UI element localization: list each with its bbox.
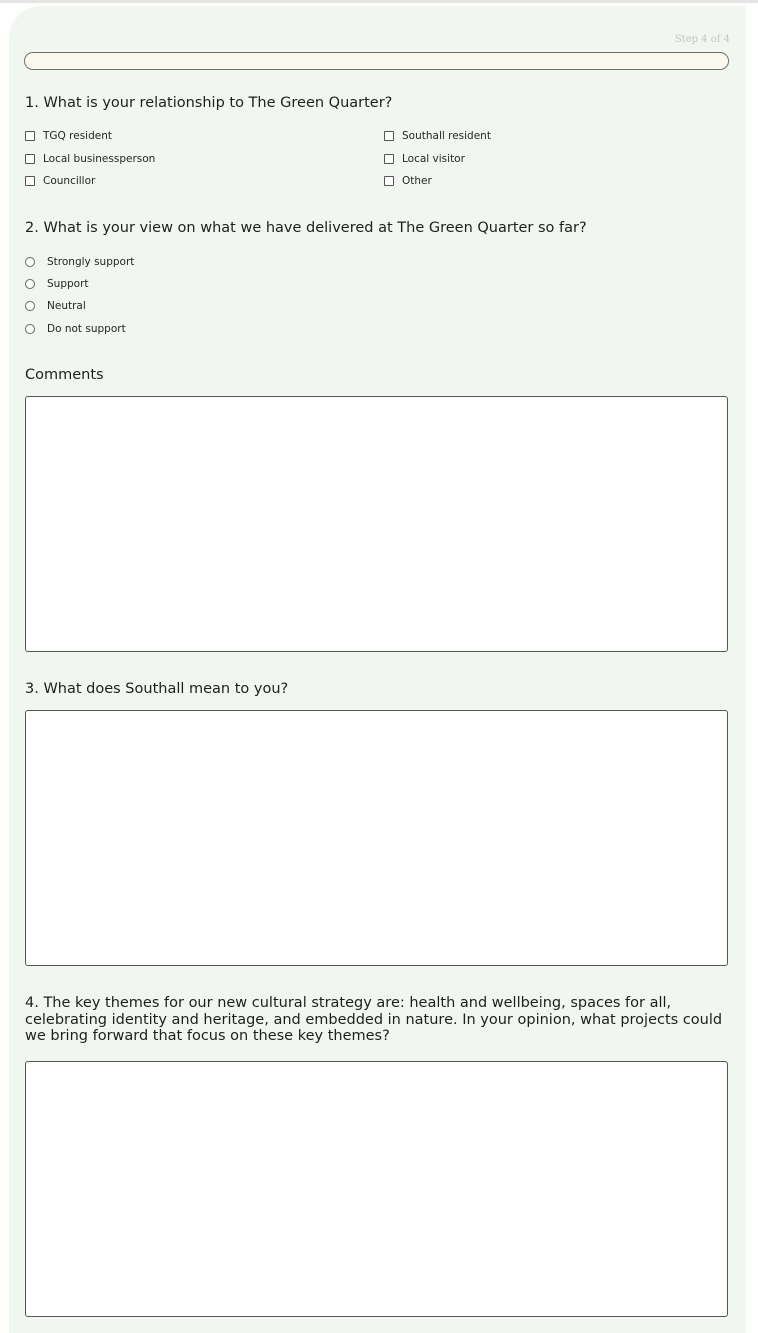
question-1-label: 1. What is your relationship to The Green Quarter?: [25, 95, 393, 111]
option-label: Southall resident: [402, 130, 491, 142]
radio-option-support[interactable]: [25, 278, 89, 290]
checkbox-icon[interactable]: [384, 176, 394, 186]
checkbox-option-councillor[interactable]: [25, 175, 95, 187]
question-3-label: 3. What does Southall mean to you?: [25, 681, 289, 697]
option-label: TGQ resident: [43, 130, 112, 142]
question-4-label: 4. The key themes for our new cultural strategy are: health and wellbeing, spaces for all, celebrating identity and heritage, and embedded in nature. In your opinion, what projects could we bring forward that focus on these key themes?: [25, 995, 723, 1044]
checkbox-option-local-businessperson[interactable]: [25, 153, 155, 165]
checkbox-option-tgq-resident[interactable]: [25, 130, 112, 142]
option-label: Support: [47, 278, 89, 290]
option-label: Do not support: [47, 323, 126, 335]
checkbox-icon[interactable]: [25, 176, 35, 186]
option-label: Other: [402, 175, 432, 187]
radio-icon[interactable]: [25, 324, 35, 334]
option-label: Neutral: [47, 300, 86, 312]
checkbox-option-southall-resident[interactable]: [384, 130, 491, 142]
question-4-textarea[interactable]: [25, 1061, 728, 1317]
progress-bar: [24, 52, 729, 70]
checkbox-option-other[interactable]: [384, 175, 432, 187]
checkbox-icon[interactable]: [25, 154, 35, 164]
checkbox-option-local-visitor[interactable]: [384, 153, 465, 165]
radio-option-do-not-support[interactable]: [25, 323, 126, 335]
step-indicator: Step 4 of 4: [674, 34, 730, 45]
checkbox-icon[interactable]: [384, 131, 394, 141]
top-divider: [0, 0, 758, 3]
option-label: Local visitor: [402, 153, 465, 165]
question-2-label: 2. What is your view on what we have delivered at The Green Quarter so far?: [25, 220, 587, 236]
option-label: Local businessperson: [43, 153, 156, 165]
survey-form: [9, 6, 746, 1333]
comments-textarea[interactable]: [25, 396, 728, 652]
radio-option-neutral[interactable]: [25, 300, 86, 312]
option-label: Councillor: [43, 175, 96, 187]
radio-icon[interactable]: [25, 279, 35, 289]
comments-label: Comments: [25, 367, 104, 383]
progress-fill: [25, 53, 728, 69]
radio-icon[interactable]: [25, 257, 35, 267]
option-label: Strongly support: [47, 256, 135, 268]
radio-option-strongly-support[interactable]: [25, 256, 134, 268]
radio-icon[interactable]: [25, 301, 35, 311]
checkbox-icon[interactable]: [384, 154, 394, 164]
question-3-textarea[interactable]: [25, 710, 728, 966]
checkbox-icon[interactable]: [25, 131, 35, 141]
